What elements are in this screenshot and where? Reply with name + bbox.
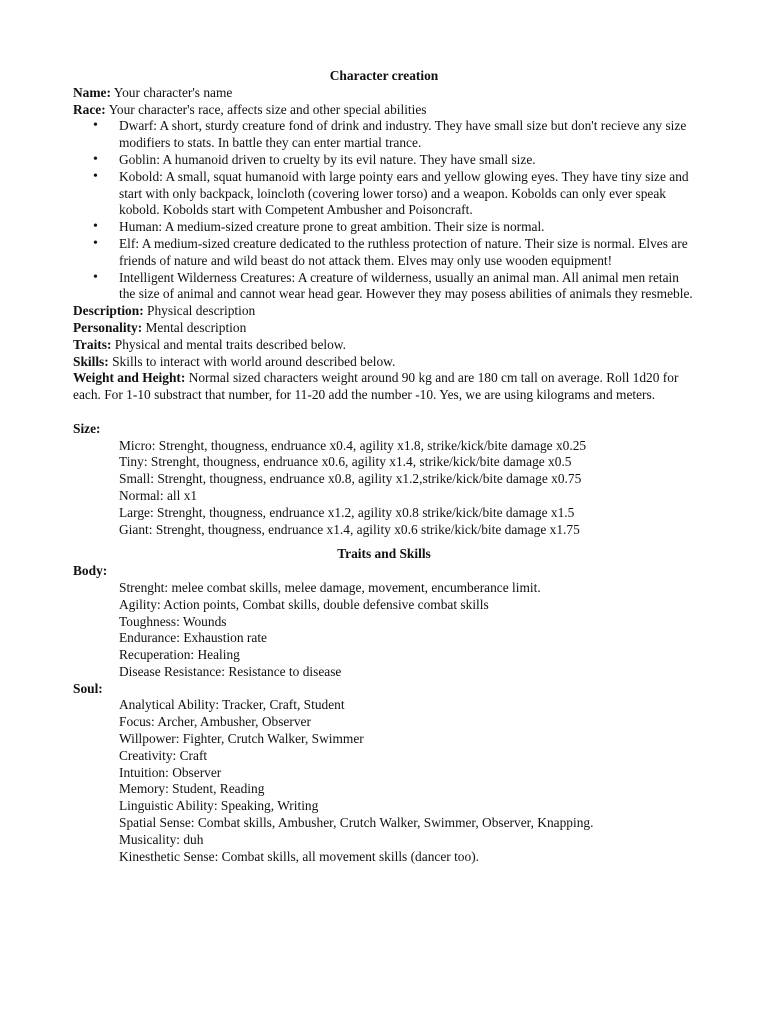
- list-item: Focus: Archer, Ambusher, Observer: [119, 714, 311, 730]
- field-text: Skills to interact with world around described below.: [108, 353, 396, 369]
- field-text: Your character's race, affects size and other special abilities: [105, 101, 427, 117]
- list-item: Memory: Student, Reading: [119, 781, 265, 797]
- list-item: • Human: A medium-sized creature prone to great ambition. Their size is normal.: [73, 219, 695, 236]
- field-text: Physical and mental traits described below.: [111, 336, 346, 352]
- list-item: Willpower: Fighter, Crutch Walker, Swimmer: [119, 731, 364, 747]
- soul-heading: Soul:: [73, 680, 103, 696]
- field-description: [73, 303, 695, 320]
- list-item: Agility: Action points, Combat skills, double defensive combat skills: [119, 596, 489, 612]
- size-heading: Size:: [73, 420, 101, 436]
- list-item: Kinesthetic Sense: Combat skills, all movement skills (dancer too).: [119, 848, 479, 864]
- soul-list: [73, 697, 695, 865]
- field-label: Traits:: [73, 336, 112, 352]
- field-label: Weight and Height:: [73, 370, 186, 386]
- list-item: • Elf: A medium-sized creature dedicated to the ruthless protection of nature. Their size is normal. Elves are friends of nature and wild beast do not attack them. Elves may only use wooden equipment!: [73, 236, 695, 270]
- list-item: • Kobold: A small, squat humanoid with large pointy ears and yellow glowing eyes. They have tiny size and start with only backpack, loincloth (covering lower torso) and a weapon. Kobolds can only ever speak kobold. Kobolds start with Competent Ambusher and Poisoncraft.: [73, 169, 695, 219]
- field-label: Name:: [73, 84, 111, 100]
- field-weight-height: [73, 370, 695, 404]
- field-label: Description:: [73, 303, 144, 319]
- list-item: Recuperation: Healing: [119, 647, 240, 663]
- page-title: Character creation: [329, 68, 439, 83]
- list-item: Toughness: Wounds: [119, 613, 227, 629]
- list-item: Creativity: Craft: [119, 747, 208, 763]
- list-item: Large: Strenght, thougness, endruance x1.2, agility x0.8 strike/kick/bite damage x1.5: [119, 504, 575, 520]
- document-page: [73, 68, 695, 865]
- list-item: Micro: Strenght, thougness, endruance x0.4, agility x1.8, strike/kick/bite damage x0.25: [119, 437, 587, 453]
- list-item: • Goblin: A humanoid driven to cruelty by its evil nature. They have small size.: [73, 152, 695, 169]
- list-item: Analytical Ability: Tracker, Craft, Student: [119, 697, 345, 713]
- section-title: Traits and Skills: [337, 546, 431, 562]
- field-text: Mental description: [142, 319, 247, 335]
- list-item: • Intelligent Wilderness Creatures: A creature of wilderness, usually an animal man. All animal men retain the size of animal and cannot wear head gear. However they may posess abilities of animals they resmeble.: [73, 270, 695, 304]
- field-skills: [73, 354, 695, 371]
- list-item: Strenght: melee combat skills, melee damage, movement, encumberance limit.: [119, 579, 541, 595]
- list-item: Endurance: Exhaustion rate: [119, 630, 267, 646]
- field-text: Physical description: [143, 303, 256, 319]
- field-name: [73, 85, 695, 102]
- body-list: [73, 580, 695, 681]
- list-item: Small: Strenght, thougness, endruance x0.8, agility x1.2,strike/kick/bite damage x0.75: [119, 471, 582, 487]
- list-item: Spatial Sense: Combat skills, Ambusher, Crutch Walker, Swimmer, Observer, Knapping.: [119, 815, 594, 831]
- race-list: [73, 118, 695, 303]
- list-item: Linguistic Ability: Speaking, Writing: [119, 798, 319, 814]
- field-label: Skills:: [73, 353, 109, 369]
- list-item: Musicality: duh: [119, 831, 204, 847]
- field-personality: [73, 320, 695, 337]
- field-text: Your character's name: [110, 84, 233, 100]
- list-item: Intuition: Observer: [119, 764, 222, 780]
- size-list: [73, 438, 695, 539]
- list-item: Normal: all x1: [119, 487, 198, 503]
- body-heading: Body:: [73, 563, 108, 579]
- field-label: Race:: [73, 101, 106, 117]
- list-item: Disease Resistance: Resistance to disease: [119, 663, 342, 679]
- list-item: • Dwarf: A short, sturdy creature fond of drink and industry. They have small size but don't recieve any size modifiers to stats. In battle they can enter martial trance.: [73, 118, 695, 152]
- field-text: Normal sized characters weight around 90 kg and are 180 cm tall on average. Roll 1d20 for each. For 1-10 substract that number, for 11-20 add the number -10. Yes, we are using kilograms and meters.: [73, 370, 679, 403]
- field-race: [73, 102, 695, 119]
- field-label: Personality:: [73, 319, 143, 335]
- list-item: Tiny: Strenght, thougness, endruance x0.6, agility x1.4, strike/kick/bite damage x0.5: [119, 454, 572, 470]
- field-traits: [73, 337, 695, 354]
- spacer: [73, 404, 695, 421]
- list-item: Giant: Strenght, thougness, endruance x1.4, agility x0.6 strike/kick/bite damage x1.75: [119, 521, 580, 537]
